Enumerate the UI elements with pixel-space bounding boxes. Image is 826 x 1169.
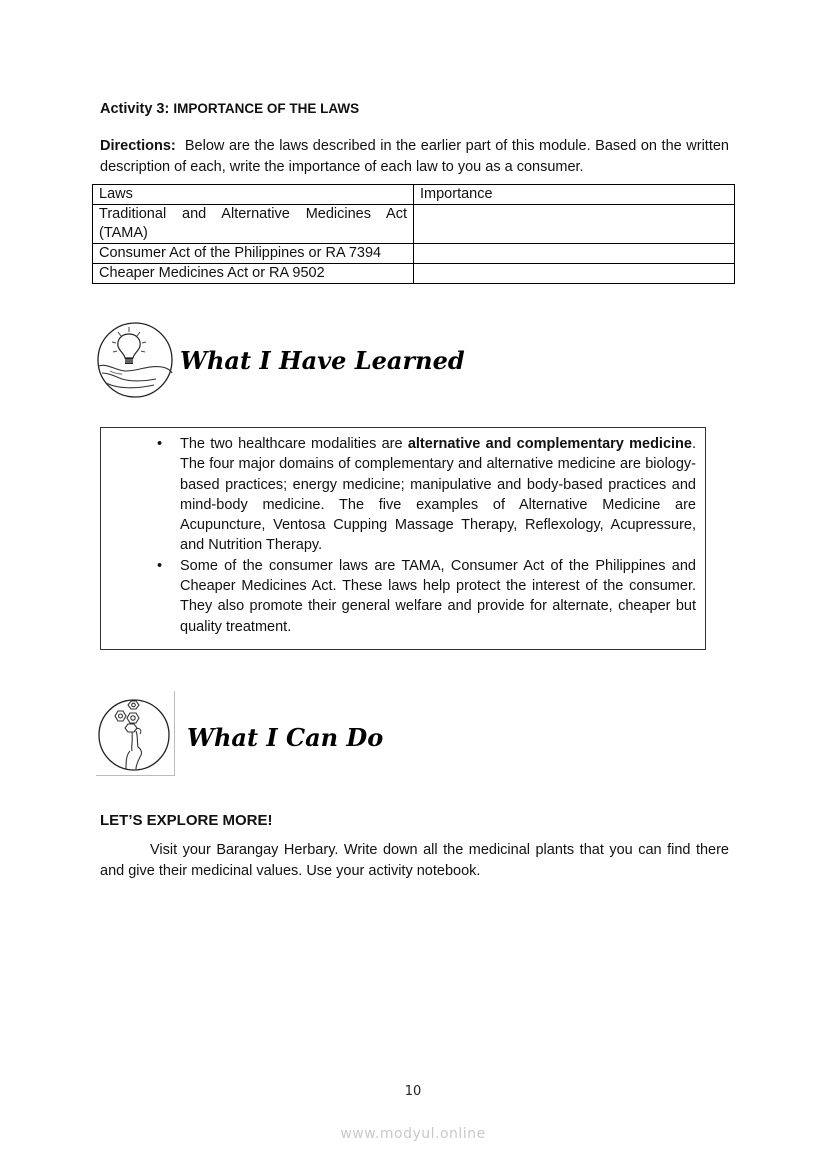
explore-paragraph: Visit your Barangay Herbary. Write down all the medicinal plants that you can find there and give their medicinal values. Use your activity notebook. bbox=[100, 842, 729, 879]
table-row bbox=[93, 205, 735, 244]
law-cell: Cheaper Medicines Act or RA 9502 bbox=[93, 264, 414, 284]
law-name-line1: Traditional and Alternative Medicines Act bbox=[99, 206, 407, 222]
directions-label: Directions: bbox=[100, 138, 176, 154]
importance-cell[interactable] bbox=[414, 205, 735, 244]
law-name-line2: (TAMA) bbox=[99, 225, 148, 241]
learned-list bbox=[101, 434, 705, 637]
section-title-can-do: What I Can Do bbox=[187, 723, 384, 752]
learned-summary-box bbox=[100, 427, 706, 650]
list-item: • The two healthcare modalities are alternative and complementary medicine. The four major domains of complementary and alternative medicine are biology-based practices; energy medicine; manipulative and body-based practices and mind-body medicine. The five examples of Alternative Medicine are Acupuncture, Ventosa Cupping Massage Therapy, Reflexology, Acupressure, and Nutrition Therapy. bbox=[157, 436, 696, 554]
bold-term: alternative and complementary medicine bbox=[407, 436, 692, 452]
header-laws: Laws bbox=[93, 185, 414, 205]
law-cell: Consumer Act of the Philippines or RA 7394 bbox=[93, 244, 414, 264]
page-number: 10 bbox=[404, 1084, 422, 1099]
activity-heading: IMPORTANCE OF THE LAWS bbox=[173, 101, 360, 116]
header-importance: Importance bbox=[414, 185, 735, 205]
activity-label: Activity 3: bbox=[100, 101, 170, 117]
table-row bbox=[93, 244, 735, 264]
importance-cell[interactable] bbox=[414, 244, 735, 264]
list-item: • Some of the consumer laws are TAMA, Consumer Act of the Philippines and Cheaper Medicines Act. These laws help protect the interest of the consumer. They also promote their general welfare and provide for alternate, cheaper but quality treatment. bbox=[157, 557, 696, 635]
importance-cell[interactable] bbox=[414, 264, 735, 284]
activity-title bbox=[100, 101, 359, 117]
section-title-learned: What I Have Learned bbox=[180, 346, 465, 375]
law-cell bbox=[93, 205, 414, 244]
bullet: • bbox=[157, 557, 163, 574]
explore-heading: LET’S EXPLORE MORE! bbox=[100, 812, 273, 829]
table-header-row bbox=[93, 185, 735, 205]
table-row bbox=[93, 264, 735, 284]
lightbulb-hand-icon bbox=[96, 321, 174, 404]
watermark: www.modyul.online bbox=[340, 1126, 486, 1142]
directions-text: Below are the laws described in the earlier part of this module. Based on the written description of each, write the importance of each law to you as a consumer. bbox=[100, 138, 729, 175]
directions-paragraph bbox=[100, 136, 729, 178]
laws-table bbox=[92, 184, 735, 284]
bullet: • bbox=[157, 436, 163, 452]
hand-gears-icon bbox=[96, 691, 175, 776]
